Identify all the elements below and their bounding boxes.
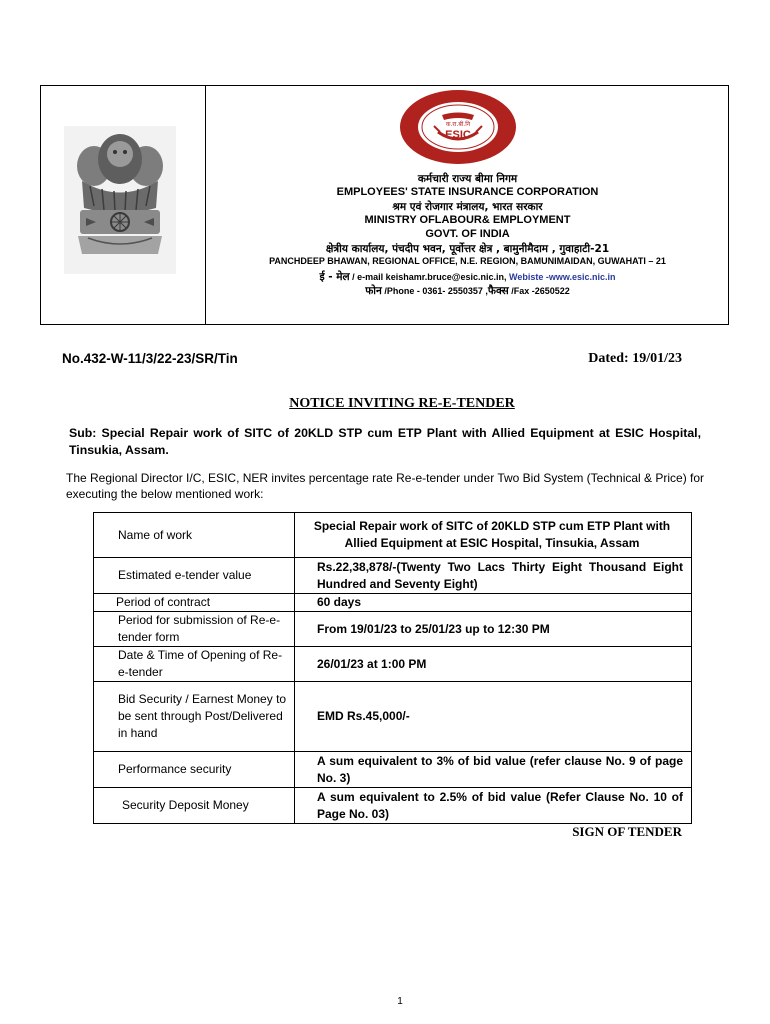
ministry-hindi: श्रम एवं रोजगार मंत्रालय, भारत सरकार: [392, 201, 543, 213]
row-label: Name of work: [94, 513, 295, 558]
table-row: [94, 612, 692, 647]
page-number: 1: [397, 996, 403, 1007]
table-row: [94, 788, 692, 824]
row-label: Bid Security / Earnest Money to be sent through Post/Delivered in hand: [94, 682, 295, 752]
row-value: A sum equivalent to 3% of bid value (refer clause No. 9 of page No. 3): [295, 752, 692, 788]
reference-number: No.432-W-11/3/22-23/SR/Tin: [62, 351, 238, 366]
national-emblem-icon: [64, 126, 176, 274]
email-prefix-hindi: ई - मेल: [319, 271, 350, 283]
row-value: A sum equivalent to 2.5% of bid value (Refer Clause No. 10 of Page No. 03): [295, 788, 692, 824]
table-row: [94, 752, 692, 788]
table-row: [94, 594, 692, 612]
row-value: EMD Rs.45,000/-: [295, 682, 692, 752]
logo-esic-text: ESIC: [445, 129, 471, 141]
ministry-name: MINISTRY OFLABOUR& EMPLOYMENT: [364, 214, 571, 226]
row-value: 26/01/23 at 1:00 PM: [295, 647, 692, 682]
row-label: Security Deposit Money: [94, 788, 295, 824]
row-value: Special Repair work of SITC of 20KLD STP cum ETP Plant with Allied Equipment at ESIC Hospital, Tinsukia, Assam: [295, 513, 692, 558]
row-value: Rs.22,38,878/-(Twenty Two Lacs Thirty Eight Thousand Eight Hundred and Seventy Eight): [295, 558, 692, 594]
date-text: Dated: 19/01/23: [588, 351, 682, 366]
sign-of-tender: SIGN OF TENDER: [572, 824, 682, 839]
fax-number: /Fax -2650522: [508, 286, 570, 296]
email-line: [207, 270, 728, 284]
letterhead: [40, 85, 729, 325]
letterhead-divider: [205, 86, 206, 324]
fax-prefix-hindi: फैक्स: [487, 285, 509, 297]
phone-line: [207, 284, 728, 298]
row-label: Estimated e-tender value: [94, 558, 295, 594]
address-hindi: क्षेत्रीय कार्यालय, पंचदीप भवन, पूर्वोत्तर क्षेत्र , बामुनीमैदाम , गुवाहाटी-21: [325, 243, 610, 255]
row-value: 60 days: [295, 594, 692, 612]
notice-title: NOTICE INVITING RE-E-TENDER: [289, 396, 515, 411]
row-label: Period for submission of Re-e-tender form: [94, 612, 295, 647]
table-row: [94, 513, 692, 558]
logo-hindi-text: क.रा.बी.नि: [445, 121, 471, 128]
row-label: Date & Time of Opening of Re-e-tender: [94, 647, 295, 682]
org-name: EMPLOYEES' STATE INSURANCE CORPORATION: [336, 186, 599, 198]
govt-name: GOVT. OF INDIA: [425, 228, 510, 240]
table-row: [94, 682, 692, 752]
phone-number: /Phone - 0361- 2550357 ,: [381, 286, 488, 296]
intro-paragraph: The Regional Director I/C, ESIC, NER invites percentage rate Re-e-tender under Two Bid System (Technical & Price) for executing the below mentioned work:: [66, 471, 705, 501]
address-english: PANCHDEEP BHAWAN, REGIONAL OFFICE, N.E. REGION, BAMUNIMAIDAN, GUWAHATI – 21: [269, 256, 666, 266]
row-value: From 19/01/23 to 25/01/23 up to 12:30 PM: [295, 612, 692, 647]
phone-prefix-hindi: फोन: [365, 285, 382, 297]
work-details-table: [93, 512, 692, 824]
table-row: [94, 558, 692, 594]
website-link[interactable]: Webiste -www.esic.nic.in: [509, 272, 616, 282]
table-row: [94, 647, 692, 682]
subject-text: Sub: Special Repair work of SITC of 20KLD STP cum ETP Plant with Allied Equipment at ESIC Hospital, Tinsukia, Assam.: [69, 426, 701, 457]
row-label: Performance security: [94, 752, 295, 788]
email-address[interactable]: / e-mail keishamr.bruce@esic.nic.in,: [349, 272, 510, 282]
row-label: Period of contract: [94, 594, 295, 612]
org-name-hindi: कर्मचारी राज्य बीमा निगम: [417, 173, 518, 185]
esic-logo-icon: [398, 88, 518, 166]
